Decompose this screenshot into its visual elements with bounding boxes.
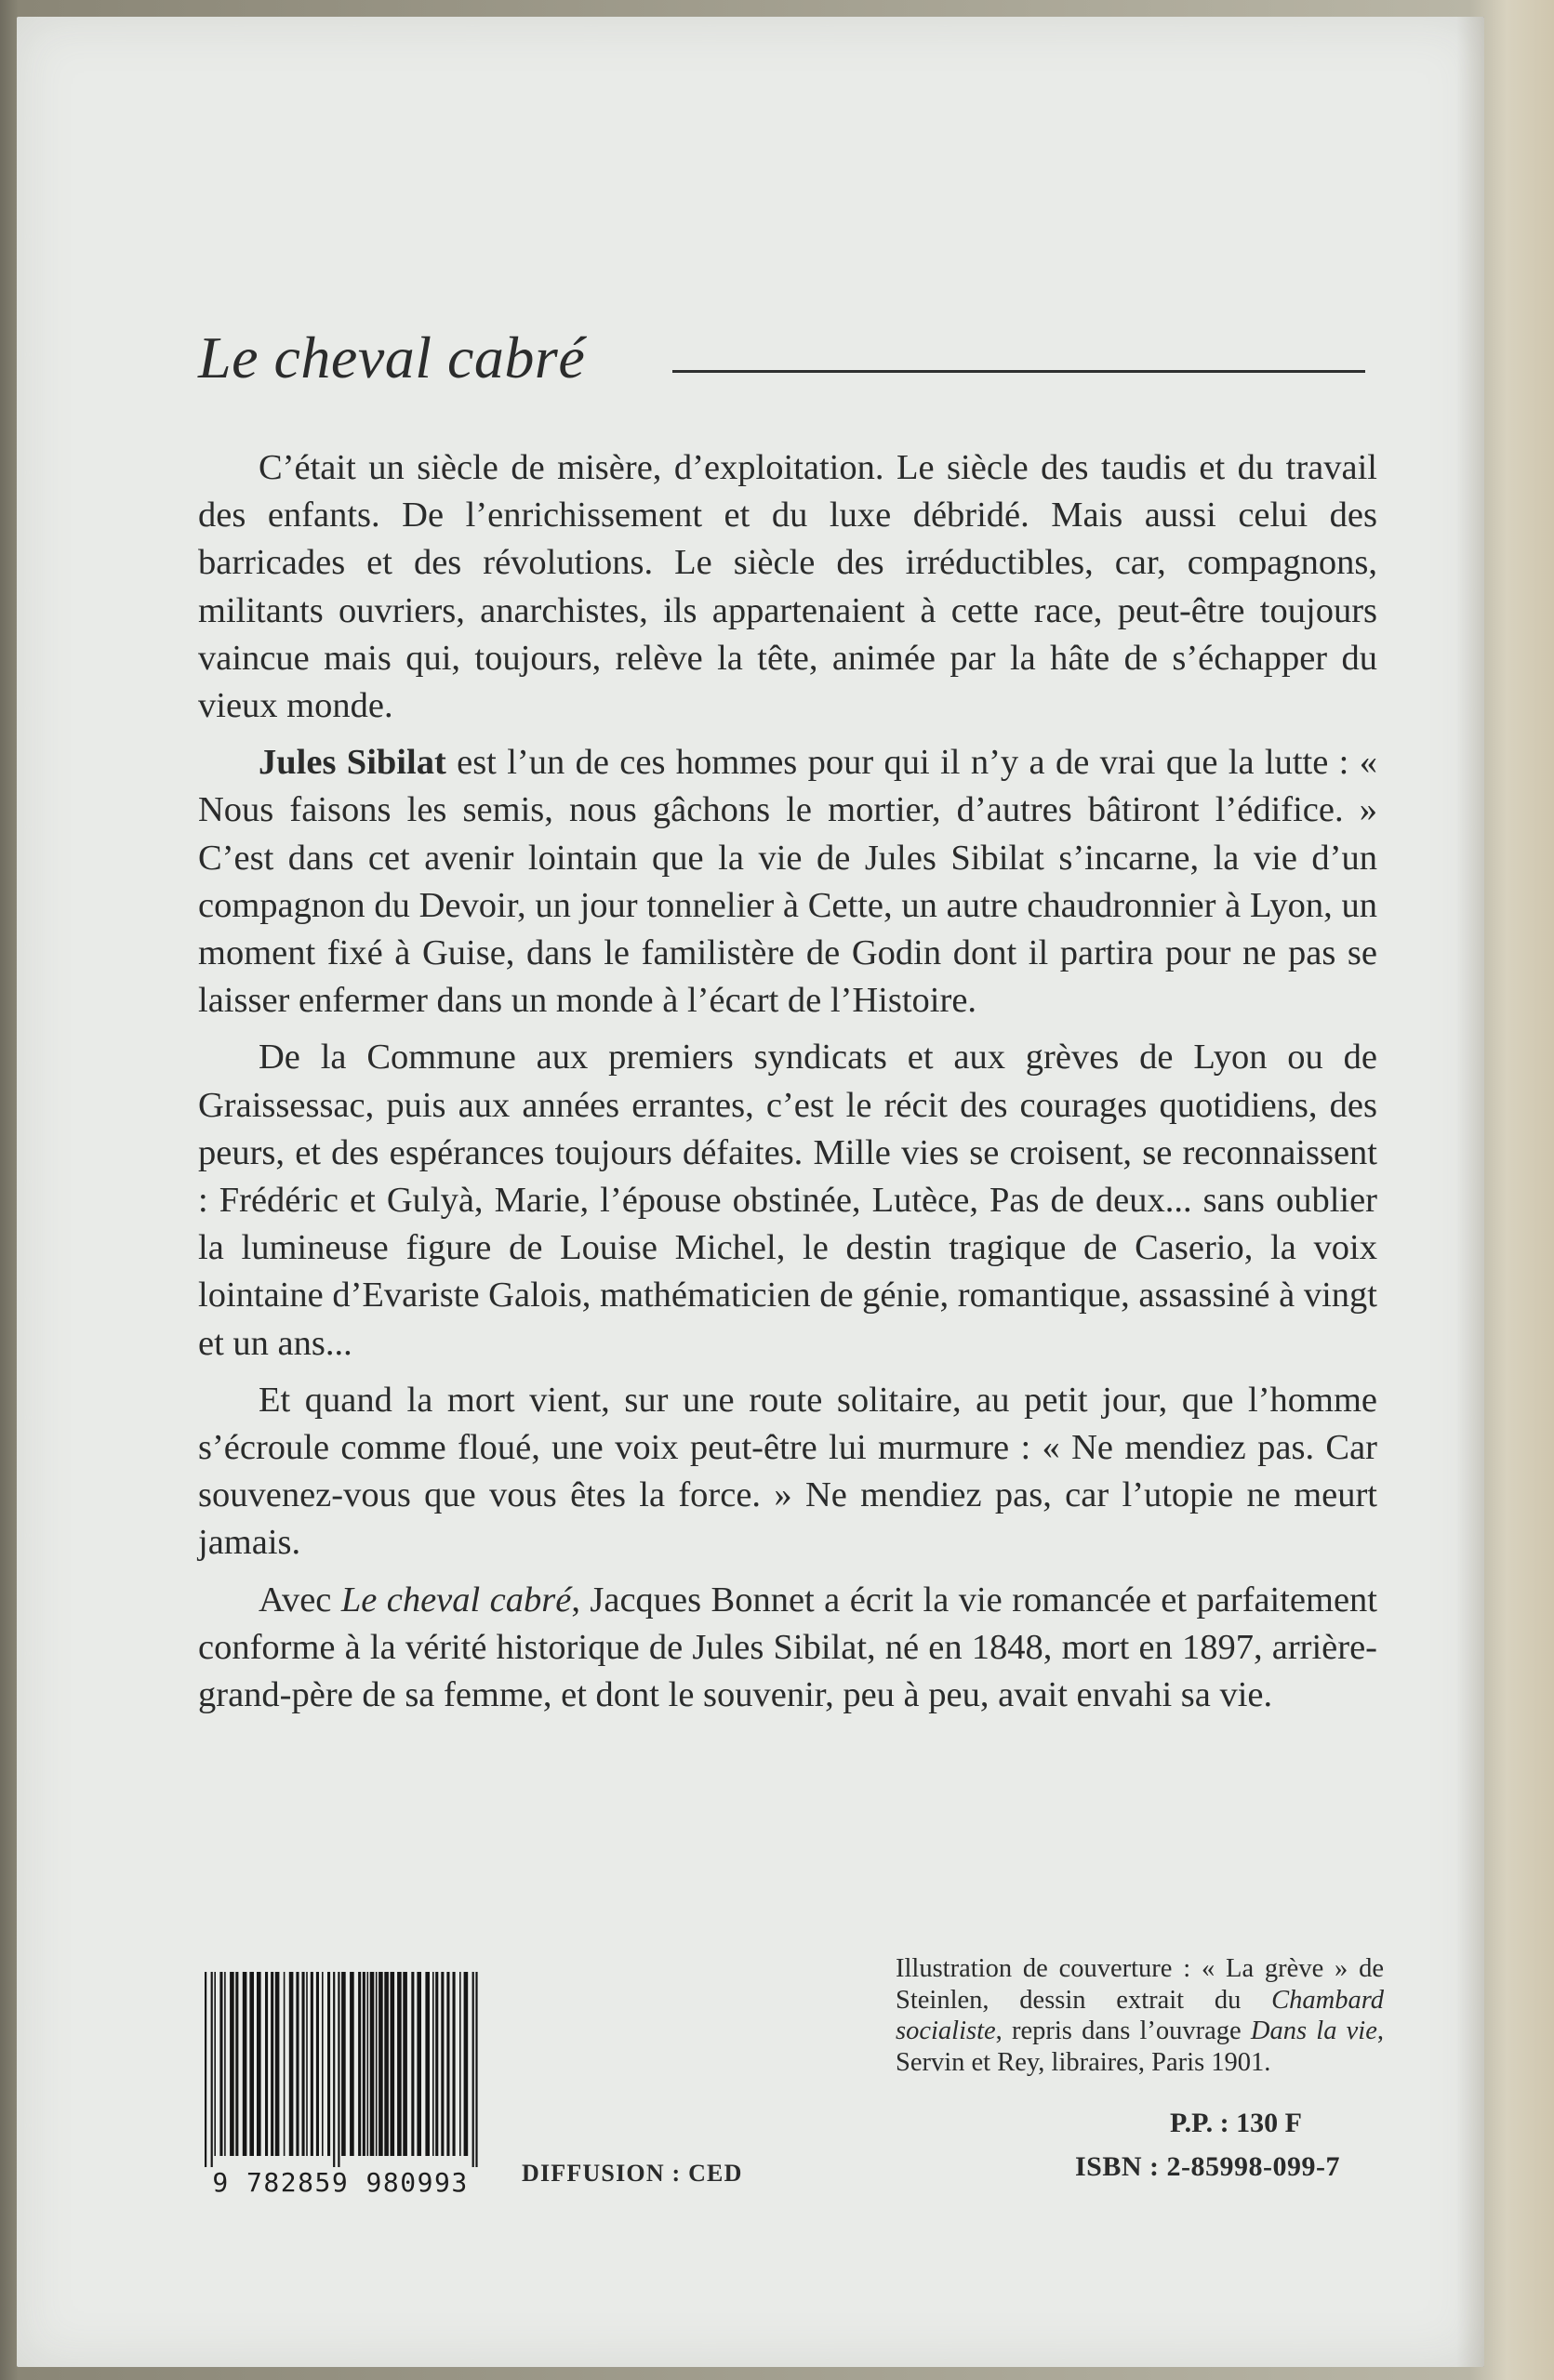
blurb-paragraph-5-text: , Jacques Bonnet a écrit la vie romancée et parfaitement conforme à la vérité historique de Jules Sibilat, né en 1848, mort en 1897, arrière-grand-père de sa femme, et dont le souvenir, peu à peu, avait envahi sa vie. — [198, 1580, 1378, 1715]
barcode-bar — [367, 1972, 369, 2156]
barcode-bar — [472, 1972, 474, 2169]
barcode-bar — [275, 1972, 280, 2156]
barcode-bar — [322, 1972, 324, 2156]
barcode-bar — [257, 1972, 261, 2156]
barcode-bar — [316, 1972, 319, 2156]
barcode-bar — [249, 1972, 254, 2156]
barcode-bar — [341, 1972, 346, 2156]
barcode-bar — [289, 1972, 294, 2156]
blurb — [198, 444, 1377, 1728]
barcode-bar — [214, 1972, 216, 2156]
blurb-book-title: Le cheval cabré — [340, 1580, 572, 1620]
blurb-paragraph-2-text: est l’un de ces hommes pour qui il n’y a de vrai que la lutte : « Nous faisons les semis, nous gâchons le mortier, d’autres bâtiront l’édifice. » C’est dans cet avenir lointain que la vie de Jules Sibilat s’incarne, la vie d’un compagnon du Devoir, un jour tonnelier à Cette, un autre chaudronnier à Lyon, un moment fixé à Guise, dans le familistère de Godin dont il partira pour ne pas se laisser enfermer dans un monde à l’écart de l’Histoire. — [198, 743, 1377, 1021]
barcode-bar — [265, 1972, 268, 2156]
price: P.P. : 130 F — [1170, 2108, 1302, 2138]
barcode — [192, 1972, 489, 2200]
blurb-paragraph-4: Et quand la mort vient, sur une route solitaire, au petit jour, que l’homme s’écroule comme floué, une voix peut-être lui murmure : « Ne mendiez pas. Car souvenez-vous que vous êtes la force. » Ne mendiez pas, car l’utopie ne meurt jamais. — [198, 1380, 1377, 1563]
barcode-bar — [338, 1972, 339, 2169]
blurb-paragraph-3: De la Commune aux premiers syndicats et aux grèves de Lyon ou de Graissessac, puis aux années errantes, c’est le récit des courages quotidiens, des peurs, et des espérances toujours défaites. Mille vies se croisent, se reconnaissent : Frédéric et Gulyà, Marie, l’épouse obstinée, Lutèce, Pas de deux... sans oublier la lumineuse figure de Louise Michel, le destin tragique de Caserio, la voix lointaine d’Evariste Galois, mathématicien de génie, romantique, assassiné à vingt et un ans... — [198, 1038, 1377, 1363]
barcode-bars — [192, 1972, 489, 2172]
barcode-bar — [302, 1972, 305, 2156]
barcode-bar — [397, 1972, 402, 2156]
credit-text-1: Illustration de couverture : « La grève » de Steinlen, dessin extrait du — [896, 1954, 1384, 2015]
barcode-bar — [446, 1972, 449, 2156]
blurb-paragraph-2 — [198, 739, 1377, 1025]
title-rule — [672, 370, 1365, 373]
credit-text-2: , repris dans l’ouvrage — [995, 2016, 1251, 2045]
blurb-paragraph-1: C’était un siècle de misère, d’exploitation. Le siècle des taudis et du travail des enfants. De l’enrichissement et du luxe débridé. Mais aussi celui des barricades et des révolutions. Le siècle des irréductibles, car, compagnons, militants ouvriers, anarchistes, ils appartenaient à cette race, peut-être toujours vaincue mais qui, toujours, relève la tête, animée par la hâte de s’échapper du vieux monde. — [198, 448, 1377, 726]
barcode-bar — [205, 1972, 206, 2169]
barcode-bar — [475, 1972, 477, 2169]
distribution-label: DIFFUSION : CED — [522, 2160, 743, 2187]
cover-illustration-credit — [896, 1953, 1384, 2078]
barcode-bar — [425, 1972, 430, 2156]
barcode-bar — [350, 1972, 354, 2156]
barcode-bar — [327, 1972, 330, 2156]
barcode-bar — [235, 1972, 238, 2156]
blurb-paragraph-5 — [198, 1577, 1377, 1720]
barcode-bar — [459, 1972, 461, 2156]
barcode-digits: 9 782859 980993 — [192, 2167, 489, 2198]
barcode-bar — [219, 1972, 222, 2156]
book-back-cover — [17, 17, 1484, 2367]
barcode-bar — [417, 1972, 421, 2156]
barcode-bar — [284, 1972, 286, 2156]
book-title: Le cheval cabré — [198, 324, 586, 390]
barcode-bar — [333, 1972, 335, 2169]
barcode-bar — [376, 1972, 378, 2156]
barcode-bar — [403, 1972, 407, 2156]
title-row — [198, 324, 1370, 398]
barcode-bar — [370, 1972, 375, 2156]
blurb-paragraph-5-lead: Avec — [259, 1580, 341, 1620]
barcode-bar — [224, 1972, 226, 2156]
barcode-bar — [358, 1972, 361, 2156]
barcode-bar — [211, 1972, 213, 2169]
barcode-bar — [306, 1972, 308, 2156]
barcode-bar — [243, 1972, 247, 2156]
credit-source-title: Chambard socialiste — [896, 1985, 1384, 2045]
protagonist-name: Jules Sibilat — [259, 743, 446, 783]
barcode-bar — [363, 1972, 365, 2156]
barcode-bar — [441, 1972, 444, 2156]
barcode-bar — [391, 1972, 395, 2156]
credit-work-title: Dans la vie — [1250, 2016, 1377, 2045]
barcode-bar — [411, 1972, 414, 2156]
barcode-bar — [453, 1972, 456, 2156]
isbn: ISBN : 2-85998-099-7 — [1075, 2151, 1340, 2182]
barcode-bar — [271, 1972, 273, 2156]
barcode-bar — [311, 1972, 313, 2156]
barcode-bar — [296, 1972, 299, 2156]
barcode-bar — [384, 1972, 389, 2156]
credit-text-3: , Servin et Rey, libraires, Paris 1901. — [896, 2016, 1384, 2077]
barcode-bar — [435, 1972, 438, 2156]
barcode-bar — [432, 1972, 434, 2156]
barcode-bar — [230, 1972, 234, 2156]
barcode-bar — [464, 1972, 469, 2156]
barcode-bar — [379, 1972, 383, 2156]
